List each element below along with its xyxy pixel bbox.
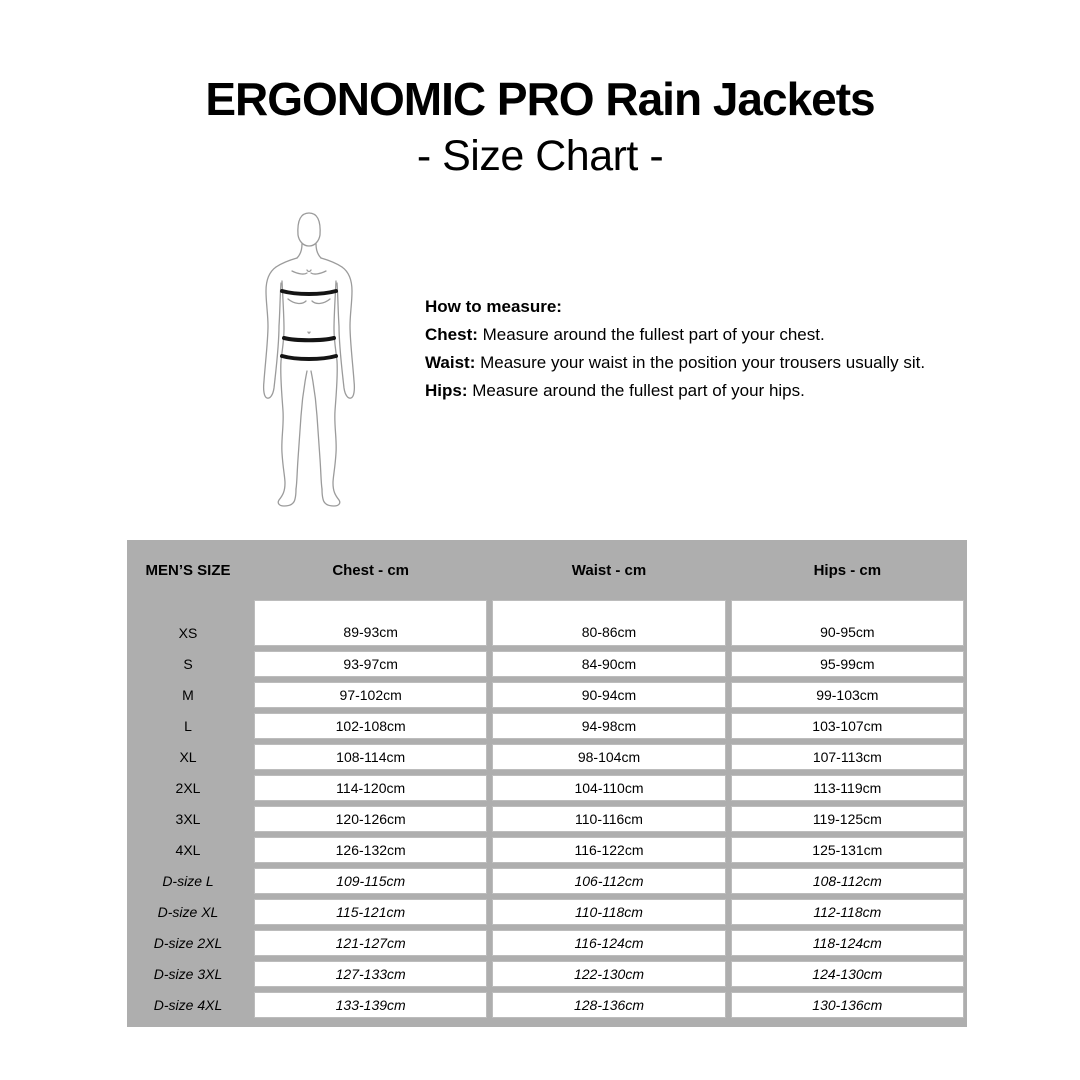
measure-label-hips: Hips: <box>425 381 468 400</box>
table-row <box>127 837 964 863</box>
waist-cell: 90-94cm <box>492 682 725 708</box>
column-header-chest: Chest - cm <box>332 561 409 579</box>
chest-cell: 133-139cm <box>254 992 487 1018</box>
hips-cell: 103-107cm <box>731 713 964 739</box>
chest-cell: 121-127cm <box>254 930 487 956</box>
size-label: XS <box>178 625 198 641</box>
chest-band <box>282 291 336 294</box>
table-row <box>127 600 964 646</box>
table-row <box>127 651 964 677</box>
waist-cell: 110-116cm <box>492 806 725 832</box>
size-label: 2XL <box>175 780 201 796</box>
hips-cell: 107-113cm <box>731 744 964 770</box>
chest-cell: 115-121cm <box>254 899 487 925</box>
chest-cell: 89-93cm <box>254 600 487 646</box>
table-row <box>127 744 964 770</box>
hips-cell: 124-130cm <box>731 961 964 987</box>
size-label: XL <box>179 749 197 765</box>
size-table <box>127 540 967 1027</box>
hips-cell: 130-136cm <box>731 992 964 1018</box>
table-row <box>127 713 964 739</box>
measure-label-waist: Waist: <box>425 353 476 372</box>
size-label: M <box>182 687 194 703</box>
chest-cell: 127-133cm <box>254 961 487 987</box>
measure-text-hips: Measure around the fullest part of your hips. <box>467 381 805 400</box>
column-header-hips: Hips - cm <box>813 561 882 579</box>
hips-cell: 113-119cm <box>731 775 964 801</box>
hips-cell: 99-103cm <box>731 682 964 708</box>
chest-cell: 102-108cm <box>254 713 487 739</box>
measure-instruction-chest <box>425 321 945 349</box>
waist-cell: 128-136cm <box>492 992 725 1018</box>
table-row <box>127 961 964 987</box>
measure-instruction-waist <box>425 349 945 377</box>
how-to-measure-heading: How to measure: <box>425 297 562 316</box>
table-row <box>127 992 964 1018</box>
measure-text-waist: Measure your waist in the position your trousers usually sit. <box>475 353 926 372</box>
waist-cell: 80-86cm <box>492 600 725 646</box>
hips-cell: 119-125cm <box>731 806 964 832</box>
hips-cell: 112-118cm <box>731 899 964 925</box>
how-to-measure-section <box>425 293 945 405</box>
column-header-waist: Waist - cm <box>571 561 647 579</box>
chest-cell: 120-126cm <box>254 806 487 832</box>
column-header-size: MEN’S SIZE <box>145 561 231 579</box>
waist-cell: 110-118cm <box>492 899 725 925</box>
table-row <box>127 775 964 801</box>
hips-cell: 125-131cm <box>731 837 964 863</box>
waist-cell: 116-124cm <box>492 930 725 956</box>
chest-cell: 108-114cm <box>254 744 487 770</box>
size-label: 4XL <box>175 842 201 858</box>
chest-cell: 126-132cm <box>254 837 487 863</box>
chest-cell: 114-120cm <box>254 775 487 801</box>
page-title: ERGONOMIC PRO Rain Jackets <box>205 73 875 125</box>
page-subtitle: - Size Chart - <box>416 132 664 180</box>
waist-cell: 98-104cm <box>492 744 725 770</box>
hips-band <box>282 356 336 359</box>
waist-cell: 122-130cm <box>492 961 725 987</box>
size-label: 3XL <box>175 811 201 827</box>
hips-cell: 90-95cm <box>731 600 964 646</box>
size-label: S <box>183 656 193 672</box>
body-figure-illustration <box>253 211 365 511</box>
measure-text-chest: Measure around the fullest part of your chest. <box>477 325 825 344</box>
chest-cell: 93-97cm <box>254 651 487 677</box>
waist-cell: 84-90cm <box>492 651 725 677</box>
chest-cell: 109-115cm <box>254 868 487 894</box>
waist-cell: 106-112cm <box>492 868 725 894</box>
chest-cell: 97-102cm <box>254 682 487 708</box>
size-label: D-size L <box>162 873 214 889</box>
waist-cell: 94-98cm <box>492 713 725 739</box>
hips-cell: 118-124cm <box>731 930 964 956</box>
table-row <box>127 930 964 956</box>
size-label: D-size 2XL <box>153 935 223 951</box>
table-row <box>127 682 964 708</box>
waist-cell: 116-122cm <box>492 837 725 863</box>
table-row <box>127 868 964 894</box>
size-label: D-size 3XL <box>153 966 223 982</box>
waist-cell: 104-110cm <box>492 775 725 801</box>
size-label: D-size XL <box>157 904 219 920</box>
waist-band <box>284 338 334 340</box>
table-row <box>127 806 964 832</box>
size-label: L <box>184 718 192 734</box>
hips-cell: 95-99cm <box>731 651 964 677</box>
size-table-header <box>127 540 967 600</box>
size-table-body <box>127 600 967 1018</box>
table-row <box>127 899 964 925</box>
size-label: D-size 4XL <box>153 997 223 1013</box>
hips-cell: 108-112cm <box>731 868 964 894</box>
measure-label-chest: Chest: <box>425 325 478 344</box>
measure-instruction-hips <box>425 377 945 405</box>
